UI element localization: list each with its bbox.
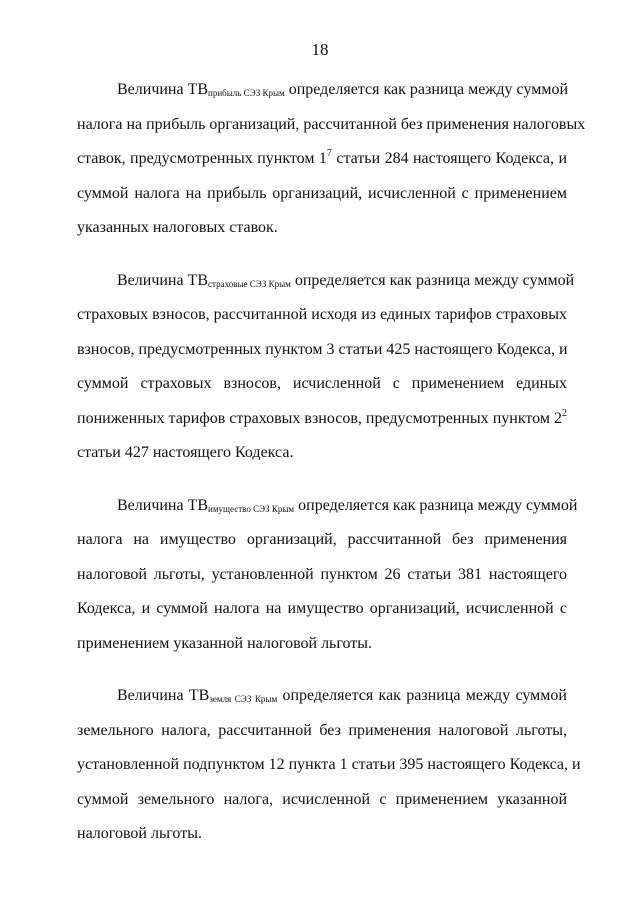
text-segment: определяется как разница между суммой <box>290 271 575 289</box>
text-segment: Величина ТВ <box>117 687 210 704</box>
text-line: налога на имущество организаций, рассчитанной без применения <box>77 531 567 548</box>
paragraph <box>77 73 586 246</box>
text-line: налоговой льготы. <box>77 825 202 842</box>
text-line <box>77 402 567 437</box>
text-line: суммой страховых взносов, исчисленной с применением единых <box>77 375 567 392</box>
text-line <box>77 264 575 299</box>
text-segment: определяется как разница между суммой <box>277 687 567 704</box>
text-line: налога на прибыль организаций, рассчитанной без применения налоговых <box>77 115 586 133</box>
paragraph <box>77 264 575 471</box>
text-segment: Величина ТВ <box>117 496 209 514</box>
superscript: 2 <box>562 407 567 419</box>
text-line: статьи 427 настоящего Кодекса. <box>77 444 294 461</box>
text-line: Кодекса, и суммой налога на имущество организаций, исчисленной с <box>77 600 567 617</box>
subscript: страховые СЭЗ Крым <box>208 278 291 289</box>
paragraph <box>77 679 581 852</box>
page-number: 18 <box>311 40 329 59</box>
text-line <box>77 679 567 714</box>
text-segment: определяется как разница между суммой <box>294 496 578 514</box>
text-line: применением указанной налоговой льготы. <box>77 634 373 652</box>
paragraph <box>77 489 578 662</box>
text-segment: Величина ТВ <box>117 271 209 289</box>
text-segment: пониженных тарифов страховых взносов, предусмотренных пунктом 2 <box>77 409 562 427</box>
document-body <box>77 73 586 870</box>
text-line: указанных налоговых ставок. <box>77 219 278 236</box>
subscript: имущество СЭЗ Крым <box>208 503 295 514</box>
text-segment: ставок, предусмотренных пунктом 1 <box>77 150 327 167</box>
text-line <box>77 489 578 524</box>
subscript: земля СЭЗ Крым <box>209 694 278 704</box>
superscript: 7 <box>326 148 332 159</box>
subscript: прибыль СЭЗ Крым <box>208 88 285 98</box>
text-line: страховых взносов, рассчитанной исходя из единых тарифов страховых <box>77 306 567 323</box>
text-segment: статьи 284 настоящего Кодекса, и <box>331 150 567 167</box>
text-line: взносов, предусмотренных пунктом 3 статьи 425 настоящего Кодекса, и <box>77 340 568 358</box>
text-line: суммой налога на прибыль организаций, исчисленной с применением <box>77 184 567 202</box>
text-line <box>77 73 567 108</box>
text-line: установленной подпунктом 12 пункта 1 статьи 395 настоящего Кодекса, и <box>77 756 581 773</box>
text-segment: определяется как разница между суммой <box>284 81 569 98</box>
text-line: земельного налога, рассчитанной без применения налоговой льготы, <box>77 721 567 739</box>
text-line: налоговой льготы, установленной пунктом 26 статьи 381 настоящего <box>77 565 567 583</box>
text-segment: Величина ТВ <box>117 81 209 98</box>
text-line: суммой земельного налога, исчисленной с применением указанной <box>77 790 567 808</box>
text-line <box>77 142 567 177</box>
